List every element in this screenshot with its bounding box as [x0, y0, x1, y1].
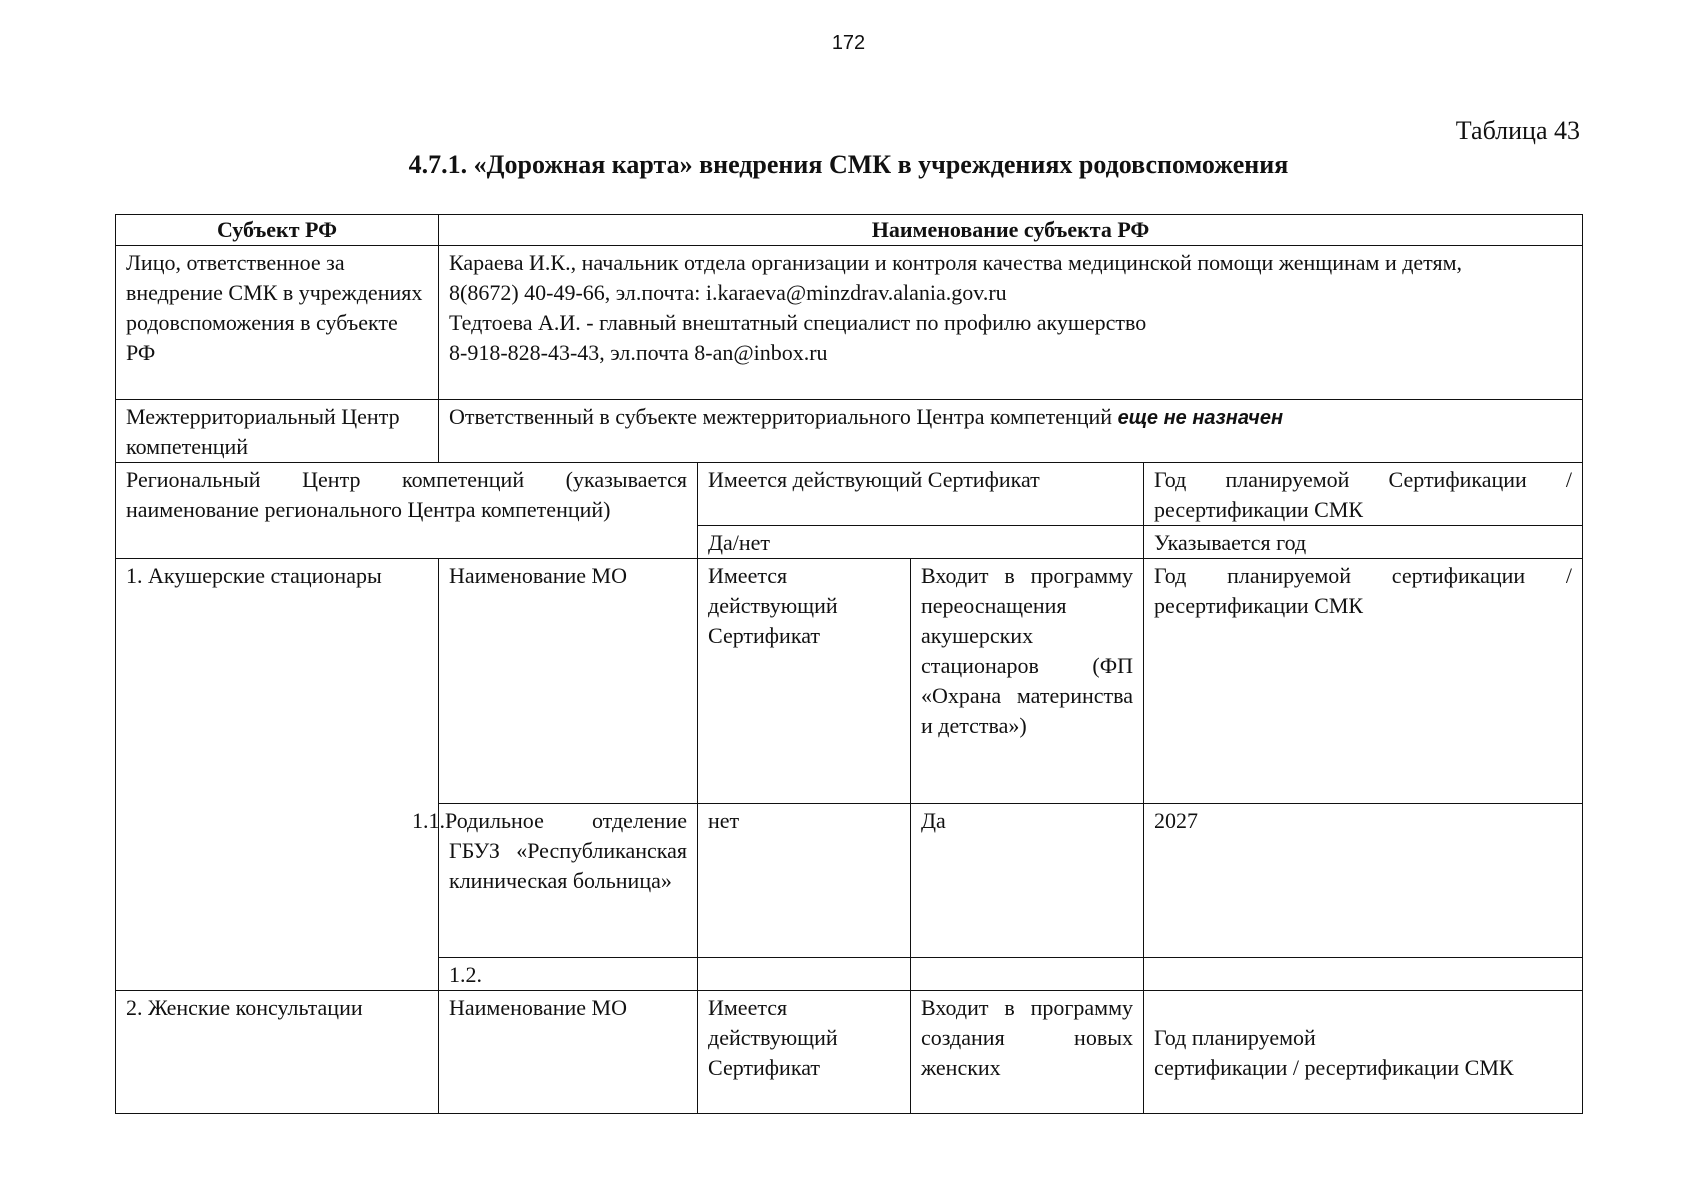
consultations-col-program: Входит в программу создания новых женских [911, 991, 1144, 1114]
obstetric-col-mo: Наименование МО [439, 559, 698, 804]
table-label: Таблица 43 [1455, 116, 1580, 145]
obstetric-row-1-name: 1.1.Родильное отделение ГБУЗ «Республиканская клиническая больница» [439, 804, 698, 958]
consultations-col-mo: Наименование МО [439, 991, 698, 1114]
consultations-col-year [1144, 991, 1583, 1114]
responsible-label: Лицо, ответственное за внедрение СМК в учреждениях родовспоможения в субъекте РФ [116, 246, 439, 400]
regional-year-value: Указывается год [1144, 526, 1583, 559]
regional-year-header: Год планируемой Сертификации / ресертификации СМК [1144, 463, 1583, 526]
header-subject: Субъект РФ [116, 215, 439, 246]
interterritorial-label: Межтерриториальный Центр компетенций [116, 400, 439, 463]
responsible-details [439, 246, 1583, 400]
obstetric-row-1-year: 2027 [1144, 804, 1583, 958]
table-header-row [116, 215, 1583, 246]
obstetric-row-2-name: 1.2. [439, 958, 698, 991]
obstetric-row-1-program: Да [911, 804, 1144, 958]
regional-label: Региональный Центр компетенций (указывается наименование регионального Центра компетенций) [116, 463, 698, 559]
consultations-year-line-2: сертификации / ресертификации СМК [1154, 1055, 1514, 1080]
obstetric-header-row [116, 559, 1583, 804]
roadmap-table [115, 214, 1583, 1114]
page-number: 172 [831, 32, 866, 54]
responsible-row [116, 246, 1583, 400]
responsible-line-3: Тедтоева А.И. - главный внештатный специалист по профилю акушерство [449, 310, 1147, 335]
obstetric-row-2-year [1144, 958, 1583, 991]
interterritorial-text: Ответственный в субъекте межтерриториального Центра компетенций [449, 404, 1113, 429]
consultations-year-line-1: Год планируемой [1154, 1025, 1316, 1050]
interterritorial-row [116, 400, 1583, 463]
responsible-line-2: 8(8672) 40-49-66, эл.почта: i.karaeva@minzdrav.alania.gov.ru [449, 280, 1007, 305]
interterritorial-emphasis: еще не назначен [1117, 407, 1284, 429]
consultations-label: 2. Женские консультации [116, 991, 439, 1114]
obstetric-col-program: Входит в программу переоснащения акушерских стационаров (ФП «Охрана материнства и детства») [911, 559, 1144, 804]
regional-row [116, 463, 1583, 526]
header-subject-name: Наименование субъекта РФ [439, 215, 1583, 246]
consultations-header-row [116, 991, 1583, 1114]
responsible-line-4: 8-918-828-43-43, эл.почта 8-an@inbox.ru [449, 340, 828, 365]
document-title: 4.7.1. «Дорожная карта» внедрения СМК в учреждениях родовспоможения [408, 150, 1289, 179]
regional-cert-header: Имеется действующий Сертификат [698, 463, 1144, 526]
regional-cert-value: Да/нет [698, 526, 1144, 559]
consultations-col-cert: Имеется действующий Сертификат [698, 991, 911, 1114]
responsible-line-1: Караева И.К., начальник отдела организации и контроля качества медицинской помощи женщинам и детям, [449, 250, 1463, 275]
obstetric-row-2-program [911, 958, 1144, 991]
obstetric-col-year: Год планируемой сертификации / ресертификации СМК [1144, 559, 1583, 804]
obstetric-col-cert: Имеется действующий Сертификат [698, 559, 911, 804]
obstetric-label: 1. Акушерские стационары [116, 559, 439, 991]
obstetric-row-2-cert [698, 958, 911, 991]
interterritorial-details [439, 400, 1583, 463]
obstetric-row-1-cert: нет [698, 804, 911, 958]
